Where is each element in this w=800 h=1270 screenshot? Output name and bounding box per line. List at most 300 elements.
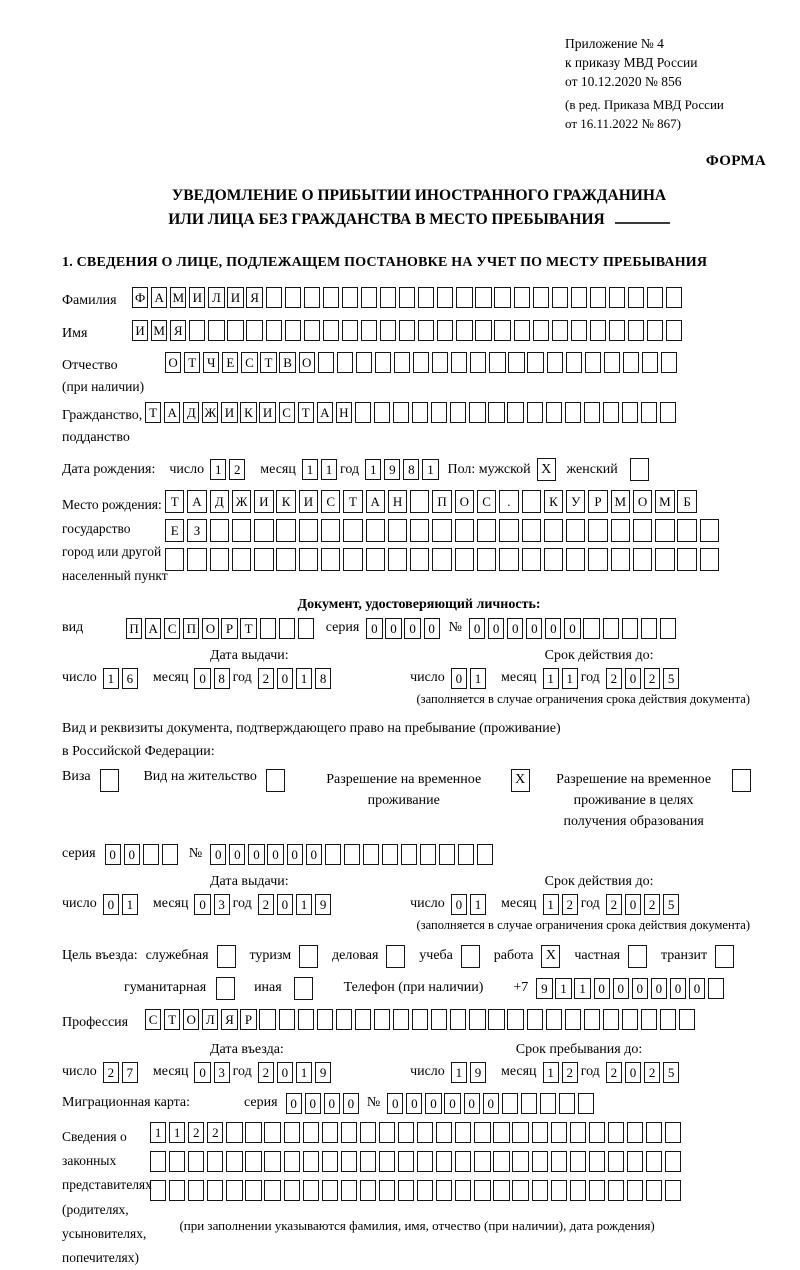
char-cell: 1 bbox=[543, 1062, 559, 1083]
char-cell bbox=[700, 519, 719, 542]
char-cell bbox=[431, 1009, 447, 1030]
char-cell: 1 bbox=[422, 459, 438, 480]
char-cell bbox=[665, 1151, 681, 1172]
purpose-business-checkbox bbox=[386, 945, 408, 968]
char-cell bbox=[379, 1151, 395, 1172]
purpose-work-label: работа bbox=[493, 948, 534, 964]
char-cell bbox=[361, 320, 377, 341]
year-label: год bbox=[232, 670, 252, 686]
char-cell bbox=[226, 1122, 242, 1143]
char-cell: Т bbox=[240, 618, 256, 639]
stay-until-year-cells bbox=[606, 1062, 682, 1083]
char-cell bbox=[455, 548, 474, 571]
char-cell bbox=[512, 1180, 528, 1201]
char-cell: 0 bbox=[594, 978, 610, 999]
char-cell: Д bbox=[210, 490, 229, 513]
char-cell: 2 bbox=[562, 1062, 578, 1083]
char-cell bbox=[533, 320, 549, 341]
char-cell bbox=[374, 1009, 390, 1030]
char-cell bbox=[584, 1009, 600, 1030]
char-cell: 9 bbox=[384, 459, 400, 480]
char-cell bbox=[477, 844, 493, 865]
char-cell bbox=[628, 287, 644, 308]
char-cell bbox=[551, 1122, 567, 1143]
char-cell bbox=[360, 1151, 376, 1172]
char-cell: 0 bbox=[469, 618, 485, 639]
migration-card-series-cells bbox=[286, 1093, 362, 1114]
char-cell: 0 bbox=[625, 668, 641, 689]
temp-residence-checkbox bbox=[511, 769, 533, 792]
char-cell bbox=[417, 1180, 433, 1201]
char-cell bbox=[294, 977, 313, 1000]
char-cell: Б bbox=[677, 490, 696, 513]
char-cell bbox=[570, 1180, 586, 1201]
char-cell: 0 bbox=[613, 978, 629, 999]
char-cell bbox=[210, 519, 229, 542]
representatives-label-1: Сведения о bbox=[62, 1128, 127, 1144]
char-cell: Ж bbox=[202, 402, 218, 423]
char-cell bbox=[559, 1093, 575, 1114]
char-cell: Я bbox=[246, 287, 262, 308]
birth-day-cells bbox=[210, 459, 248, 480]
char-cell bbox=[507, 1009, 523, 1030]
char-cell: 0 bbox=[507, 618, 523, 639]
char-cell: 0 bbox=[229, 844, 245, 865]
char-cell bbox=[382, 844, 398, 865]
char-cell bbox=[188, 1151, 204, 1172]
char-cell: 0 bbox=[488, 618, 504, 639]
char-cell bbox=[665, 1122, 681, 1143]
char-cell: 0 bbox=[424, 618, 440, 639]
month-label: месяц bbox=[500, 1064, 537, 1080]
char-cell bbox=[393, 1009, 409, 1030]
char-cell: И bbox=[221, 402, 237, 423]
char-cell: 1 bbox=[451, 1062, 467, 1083]
sex-female-label: женский bbox=[566, 461, 618, 477]
char-cell bbox=[494, 287, 510, 308]
char-cell bbox=[455, 1180, 471, 1201]
char-cell: Т bbox=[260, 352, 276, 373]
form-title-line1: УВЕДОМЛЕНИЕ О ПРИБЫТИИ ИНОСТРАННОГО ГРАЖДАНИНА bbox=[171, 187, 667, 205]
char-cell: 0 bbox=[451, 894, 467, 915]
char-cell bbox=[628, 320, 644, 341]
char-cell bbox=[276, 519, 295, 542]
birthplace-label-city: город или другой bbox=[62, 544, 162, 560]
char-cell bbox=[499, 548, 518, 571]
char-cell bbox=[323, 287, 339, 308]
char-cell: З bbox=[187, 519, 206, 542]
char-cell: 2 bbox=[258, 1062, 274, 1083]
char-cell bbox=[317, 1009, 333, 1030]
char-cell: 0 bbox=[451, 668, 467, 689]
char-cell bbox=[410, 548, 429, 571]
char-cell bbox=[342, 320, 358, 341]
char-cell: А bbox=[145, 618, 161, 639]
entry-month-cells bbox=[194, 1062, 232, 1083]
purpose-official-label: служебная bbox=[145, 948, 209, 964]
char-cell bbox=[623, 352, 639, 373]
purpose-label: Цель въезда: bbox=[62, 948, 138, 964]
migration-card-number-label: № bbox=[366, 1095, 381, 1111]
permit-issue-month-cells bbox=[194, 894, 232, 915]
char-cell: С bbox=[477, 490, 496, 513]
permit-valid-year-cells bbox=[606, 894, 682, 915]
form-title-line2: ИЛИ ЛИЦА БЕЗ ГРАЖДАНСТВА В МЕСТО ПРЕБЫВАНИЯ bbox=[168, 210, 605, 228]
char-cell bbox=[533, 287, 549, 308]
char-cell: 1 bbox=[296, 894, 312, 915]
char-cell bbox=[588, 519, 607, 542]
char-cell: 0 bbox=[625, 1062, 641, 1083]
char-cell bbox=[450, 402, 466, 423]
char-cell: 1 bbox=[470, 894, 486, 915]
visa-option-label: Виза bbox=[62, 768, 91, 784]
char-cell bbox=[342, 287, 358, 308]
temp-residence-education-label: Разрешение на временное проживание в целях получения образования bbox=[556, 771, 712, 829]
char-cell bbox=[436, 1122, 452, 1143]
char-cell bbox=[589, 1180, 605, 1201]
char-cell bbox=[398, 1180, 414, 1201]
char-cell bbox=[627, 1151, 643, 1172]
char-cell: X bbox=[537, 458, 556, 481]
char-cell: 9 bbox=[315, 1062, 331, 1083]
char-cell bbox=[210, 548, 229, 571]
char-cell: П bbox=[432, 490, 451, 513]
char-cell: 9 bbox=[470, 1062, 486, 1083]
char-cell: Я bbox=[170, 320, 186, 341]
char-cell bbox=[394, 352, 410, 373]
char-cell: 9 bbox=[536, 978, 552, 999]
char-cell bbox=[514, 320, 530, 341]
doc-number-cells bbox=[469, 618, 679, 639]
char-cell bbox=[322, 1151, 338, 1172]
char-cell bbox=[590, 320, 606, 341]
char-cell bbox=[254, 519, 273, 542]
char-cell bbox=[665, 1180, 681, 1201]
char-cell bbox=[488, 402, 504, 423]
representatives-label-6: попечителях) bbox=[62, 1250, 139, 1266]
char-cell: 1 bbox=[543, 894, 559, 915]
purpose-private-label: частная bbox=[574, 948, 621, 964]
purpose-private-checkbox bbox=[628, 945, 650, 968]
char-cell bbox=[150, 1180, 166, 1201]
char-cell bbox=[646, 1151, 662, 1172]
char-cell bbox=[456, 320, 472, 341]
char-cell bbox=[532, 1122, 548, 1143]
char-cell: 2 bbox=[606, 1062, 622, 1083]
char-cell bbox=[207, 1180, 223, 1201]
char-cell bbox=[366, 519, 385, 542]
char-cell bbox=[630, 458, 649, 481]
char-cell: 0 bbox=[194, 894, 210, 915]
char-cell bbox=[604, 352, 620, 373]
representatives-label-4: (родителях, bbox=[62, 1201, 129, 1217]
char-cell: 0 bbox=[625, 894, 641, 915]
birthplace-cells-row3 bbox=[165, 548, 722, 571]
char-cell bbox=[279, 1009, 295, 1030]
char-cell: И bbox=[259, 402, 275, 423]
permit-series-cells bbox=[105, 844, 181, 865]
char-cell: И bbox=[132, 320, 148, 341]
char-cell bbox=[551, 1180, 567, 1201]
char-cell bbox=[246, 320, 262, 341]
char-cell bbox=[356, 352, 372, 373]
char-cell bbox=[379, 1122, 395, 1143]
char-cell: 8 bbox=[403, 459, 419, 480]
doc-valid-title: Срок действия до: bbox=[544, 647, 654, 663]
visa-checkbox bbox=[100, 769, 122, 792]
char-cell bbox=[284, 1180, 300, 1201]
char-cell bbox=[566, 519, 585, 542]
residence-permit-checkbox bbox=[266, 769, 288, 792]
char-cell bbox=[647, 320, 663, 341]
purpose-work-checkbox bbox=[541, 945, 563, 968]
char-cell bbox=[304, 287, 320, 308]
char-cell bbox=[522, 548, 541, 571]
char-cell: Т bbox=[145, 402, 161, 423]
char-cell bbox=[169, 1180, 185, 1201]
char-cell bbox=[412, 402, 428, 423]
char-cell bbox=[285, 320, 301, 341]
char-cell bbox=[469, 402, 485, 423]
char-cell: С bbox=[279, 402, 295, 423]
char-cell bbox=[603, 402, 619, 423]
temp-residence-label: Разрешение на временное проживание bbox=[326, 771, 482, 808]
char-cell bbox=[227, 320, 243, 341]
char-cell: К bbox=[544, 490, 563, 513]
char-cell: М bbox=[655, 490, 674, 513]
char-cell bbox=[321, 519, 340, 542]
char-cell bbox=[410, 519, 429, 542]
char-cell bbox=[512, 1151, 528, 1172]
char-cell bbox=[521, 1093, 537, 1114]
char-cell bbox=[627, 1180, 643, 1201]
char-cell bbox=[732, 769, 751, 792]
char-cell: 0 bbox=[277, 1062, 293, 1083]
char-cell bbox=[420, 844, 436, 865]
char-cell bbox=[279, 618, 295, 639]
char-cell bbox=[299, 519, 318, 542]
residence-permit-label: Вид на жительство bbox=[143, 768, 257, 784]
form-label: ФОРМА bbox=[705, 153, 766, 170]
char-cell bbox=[260, 618, 276, 639]
char-cell: 1 bbox=[574, 978, 590, 999]
char-cell bbox=[361, 287, 377, 308]
char-cell: 0 bbox=[651, 978, 667, 999]
char-cell: 0 bbox=[124, 844, 140, 865]
representatives-cells-row2 bbox=[150, 1151, 684, 1172]
char-cell: 1 bbox=[122, 894, 138, 915]
char-cell: Л bbox=[202, 1009, 218, 1030]
char-cell: Я bbox=[221, 1009, 237, 1030]
day-label: число bbox=[62, 896, 97, 912]
char-cell: 2 bbox=[188, 1122, 204, 1143]
char-cell bbox=[611, 548, 630, 571]
char-cell: 0 bbox=[248, 844, 264, 865]
order-reference bbox=[565, 34, 776, 133]
char-cell bbox=[232, 548, 251, 571]
char-cell bbox=[169, 1151, 185, 1172]
char-cell: Д bbox=[183, 402, 199, 423]
entry-year-cells bbox=[258, 1062, 334, 1083]
given-name-cells bbox=[132, 320, 685, 341]
char-cell: Т bbox=[164, 1009, 180, 1030]
char-cell bbox=[551, 1151, 567, 1172]
char-cell bbox=[318, 352, 334, 373]
char-cell bbox=[493, 1122, 509, 1143]
char-cell bbox=[254, 548, 273, 571]
char-cell bbox=[677, 548, 696, 571]
birthplace-label-state: государство bbox=[62, 520, 131, 536]
char-cell: 0 bbox=[305, 1093, 321, 1114]
char-cell: А bbox=[164, 402, 180, 423]
char-cell: 2 bbox=[562, 894, 578, 915]
purpose-official-checkbox bbox=[217, 945, 239, 968]
char-cell bbox=[380, 287, 396, 308]
char-cell bbox=[611, 519, 630, 542]
char-cell bbox=[344, 844, 360, 865]
char-cell bbox=[399, 287, 415, 308]
permit-number-label: № bbox=[188, 846, 203, 862]
char-cell: 0 bbox=[425, 1093, 441, 1114]
char-cell: 0 bbox=[366, 618, 382, 639]
section1-heading: 1. СВЕДЕНИЯ О ЛИЦЕ, ПОДЛЕЖАЩЕМ ПОСТАНОВКЕ НА УЧЕТ ПО МЕСТУ ПРЕБЫВАНИЯ bbox=[62, 254, 708, 270]
char-cell: О bbox=[633, 490, 652, 513]
char-cell bbox=[661, 352, 677, 373]
char-cell bbox=[527, 402, 543, 423]
char-cell: Ч bbox=[203, 352, 219, 373]
char-cell bbox=[298, 1009, 314, 1030]
char-cell: 1 bbox=[555, 978, 571, 999]
char-cell: 0 bbox=[286, 1093, 302, 1114]
char-cell bbox=[666, 320, 682, 341]
year-label: год bbox=[340, 461, 360, 477]
patronymic-note: (при наличии) bbox=[62, 378, 145, 394]
purpose-study-label: учеба bbox=[419, 948, 453, 964]
char-cell bbox=[622, 1009, 638, 1030]
char-cell: Н bbox=[336, 402, 352, 423]
char-cell: К bbox=[276, 490, 295, 513]
temp-residence-education-checkbox bbox=[732, 769, 754, 792]
char-cell bbox=[303, 1151, 319, 1172]
char-cell bbox=[660, 402, 676, 423]
doc-series-label: серия bbox=[325, 620, 360, 636]
char-cell bbox=[514, 287, 530, 308]
char-cell: 0 bbox=[194, 1062, 210, 1083]
char-cell bbox=[187, 548, 206, 571]
char-cell: 0 bbox=[689, 978, 705, 999]
char-cell: О bbox=[202, 618, 218, 639]
char-cell bbox=[494, 320, 510, 341]
char-cell bbox=[418, 320, 434, 341]
char-cell: 9 bbox=[315, 894, 331, 915]
char-cell bbox=[437, 287, 453, 308]
char-cell bbox=[432, 519, 451, 542]
char-cell bbox=[512, 1122, 528, 1143]
char-cell bbox=[477, 548, 496, 571]
doc-valid-month-cells bbox=[543, 668, 581, 689]
char-cell bbox=[708, 978, 724, 999]
char-cell: 2 bbox=[103, 1062, 119, 1083]
month-label: месяц bbox=[152, 670, 189, 686]
char-cell: 0 bbox=[277, 894, 293, 915]
char-cell bbox=[522, 519, 541, 542]
char-cell: 2 bbox=[258, 894, 274, 915]
char-cell bbox=[259, 1009, 275, 1030]
char-cell bbox=[321, 548, 340, 571]
char-cell bbox=[165, 548, 184, 571]
char-cell: 0 bbox=[545, 618, 561, 639]
char-cell: А bbox=[366, 490, 385, 513]
char-cell: Т bbox=[184, 352, 200, 373]
char-cell bbox=[633, 548, 652, 571]
char-cell: 0 bbox=[306, 844, 322, 865]
char-cell bbox=[540, 1093, 556, 1114]
char-cell bbox=[150, 1151, 166, 1172]
char-cell bbox=[375, 352, 391, 373]
char-cell bbox=[578, 1093, 594, 1114]
char-cell bbox=[284, 1151, 300, 1172]
char-cell bbox=[583, 618, 599, 639]
char-cell: С bbox=[164, 618, 180, 639]
representatives-cells-row3 bbox=[150, 1180, 684, 1201]
doc-number-label: № bbox=[448, 620, 462, 636]
char-cell bbox=[431, 402, 447, 423]
char-cell bbox=[477, 519, 496, 542]
doc-issue-year-cells bbox=[258, 668, 334, 689]
char-cell bbox=[337, 352, 353, 373]
char-cell: 1 bbox=[543, 668, 559, 689]
char-cell bbox=[469, 1009, 485, 1030]
char-cell bbox=[217, 945, 236, 968]
char-cell bbox=[608, 1122, 624, 1143]
char-cell bbox=[544, 519, 563, 542]
char-cell bbox=[341, 1122, 357, 1143]
char-cell bbox=[603, 1009, 619, 1030]
patronymic-cells bbox=[165, 352, 680, 373]
char-cell bbox=[355, 1009, 371, 1030]
doc-type-cells bbox=[126, 618, 317, 639]
char-cell bbox=[565, 1009, 581, 1030]
char-cell: 2 bbox=[258, 668, 274, 689]
char-cell bbox=[232, 519, 251, 542]
char-cell bbox=[666, 287, 682, 308]
purpose-tourism-label: туризм bbox=[249, 948, 292, 964]
char-cell: 2 bbox=[644, 1062, 660, 1083]
char-cell: 0 bbox=[387, 1093, 403, 1114]
char-cell bbox=[475, 320, 491, 341]
char-cell bbox=[208, 320, 224, 341]
char-cell bbox=[627, 1122, 643, 1143]
char-cell bbox=[584, 402, 600, 423]
char-cell bbox=[544, 548, 563, 571]
char-cell bbox=[363, 844, 379, 865]
permit-validity-note: (заполняется в случае ограничения срока действия документа) bbox=[416, 917, 750, 932]
char-cell bbox=[552, 320, 568, 341]
char-cell: 1 bbox=[210, 459, 226, 480]
doc-type-label: вид bbox=[62, 620, 84, 636]
char-cell: И bbox=[189, 287, 205, 308]
char-cell: 1 bbox=[103, 668, 119, 689]
birthplace-label-settlement: населенный пункт bbox=[62, 568, 168, 584]
permit-issue-title: Дата выдачи: bbox=[210, 873, 289, 889]
doc-series-cells bbox=[366, 618, 442, 639]
char-cell: 1 bbox=[150, 1122, 166, 1143]
char-cell bbox=[343, 519, 362, 542]
char-cell bbox=[341, 1151, 357, 1172]
char-cell bbox=[474, 1122, 490, 1143]
form-title bbox=[62, 184, 776, 231]
purpose-other-label: иная bbox=[254, 980, 282, 996]
